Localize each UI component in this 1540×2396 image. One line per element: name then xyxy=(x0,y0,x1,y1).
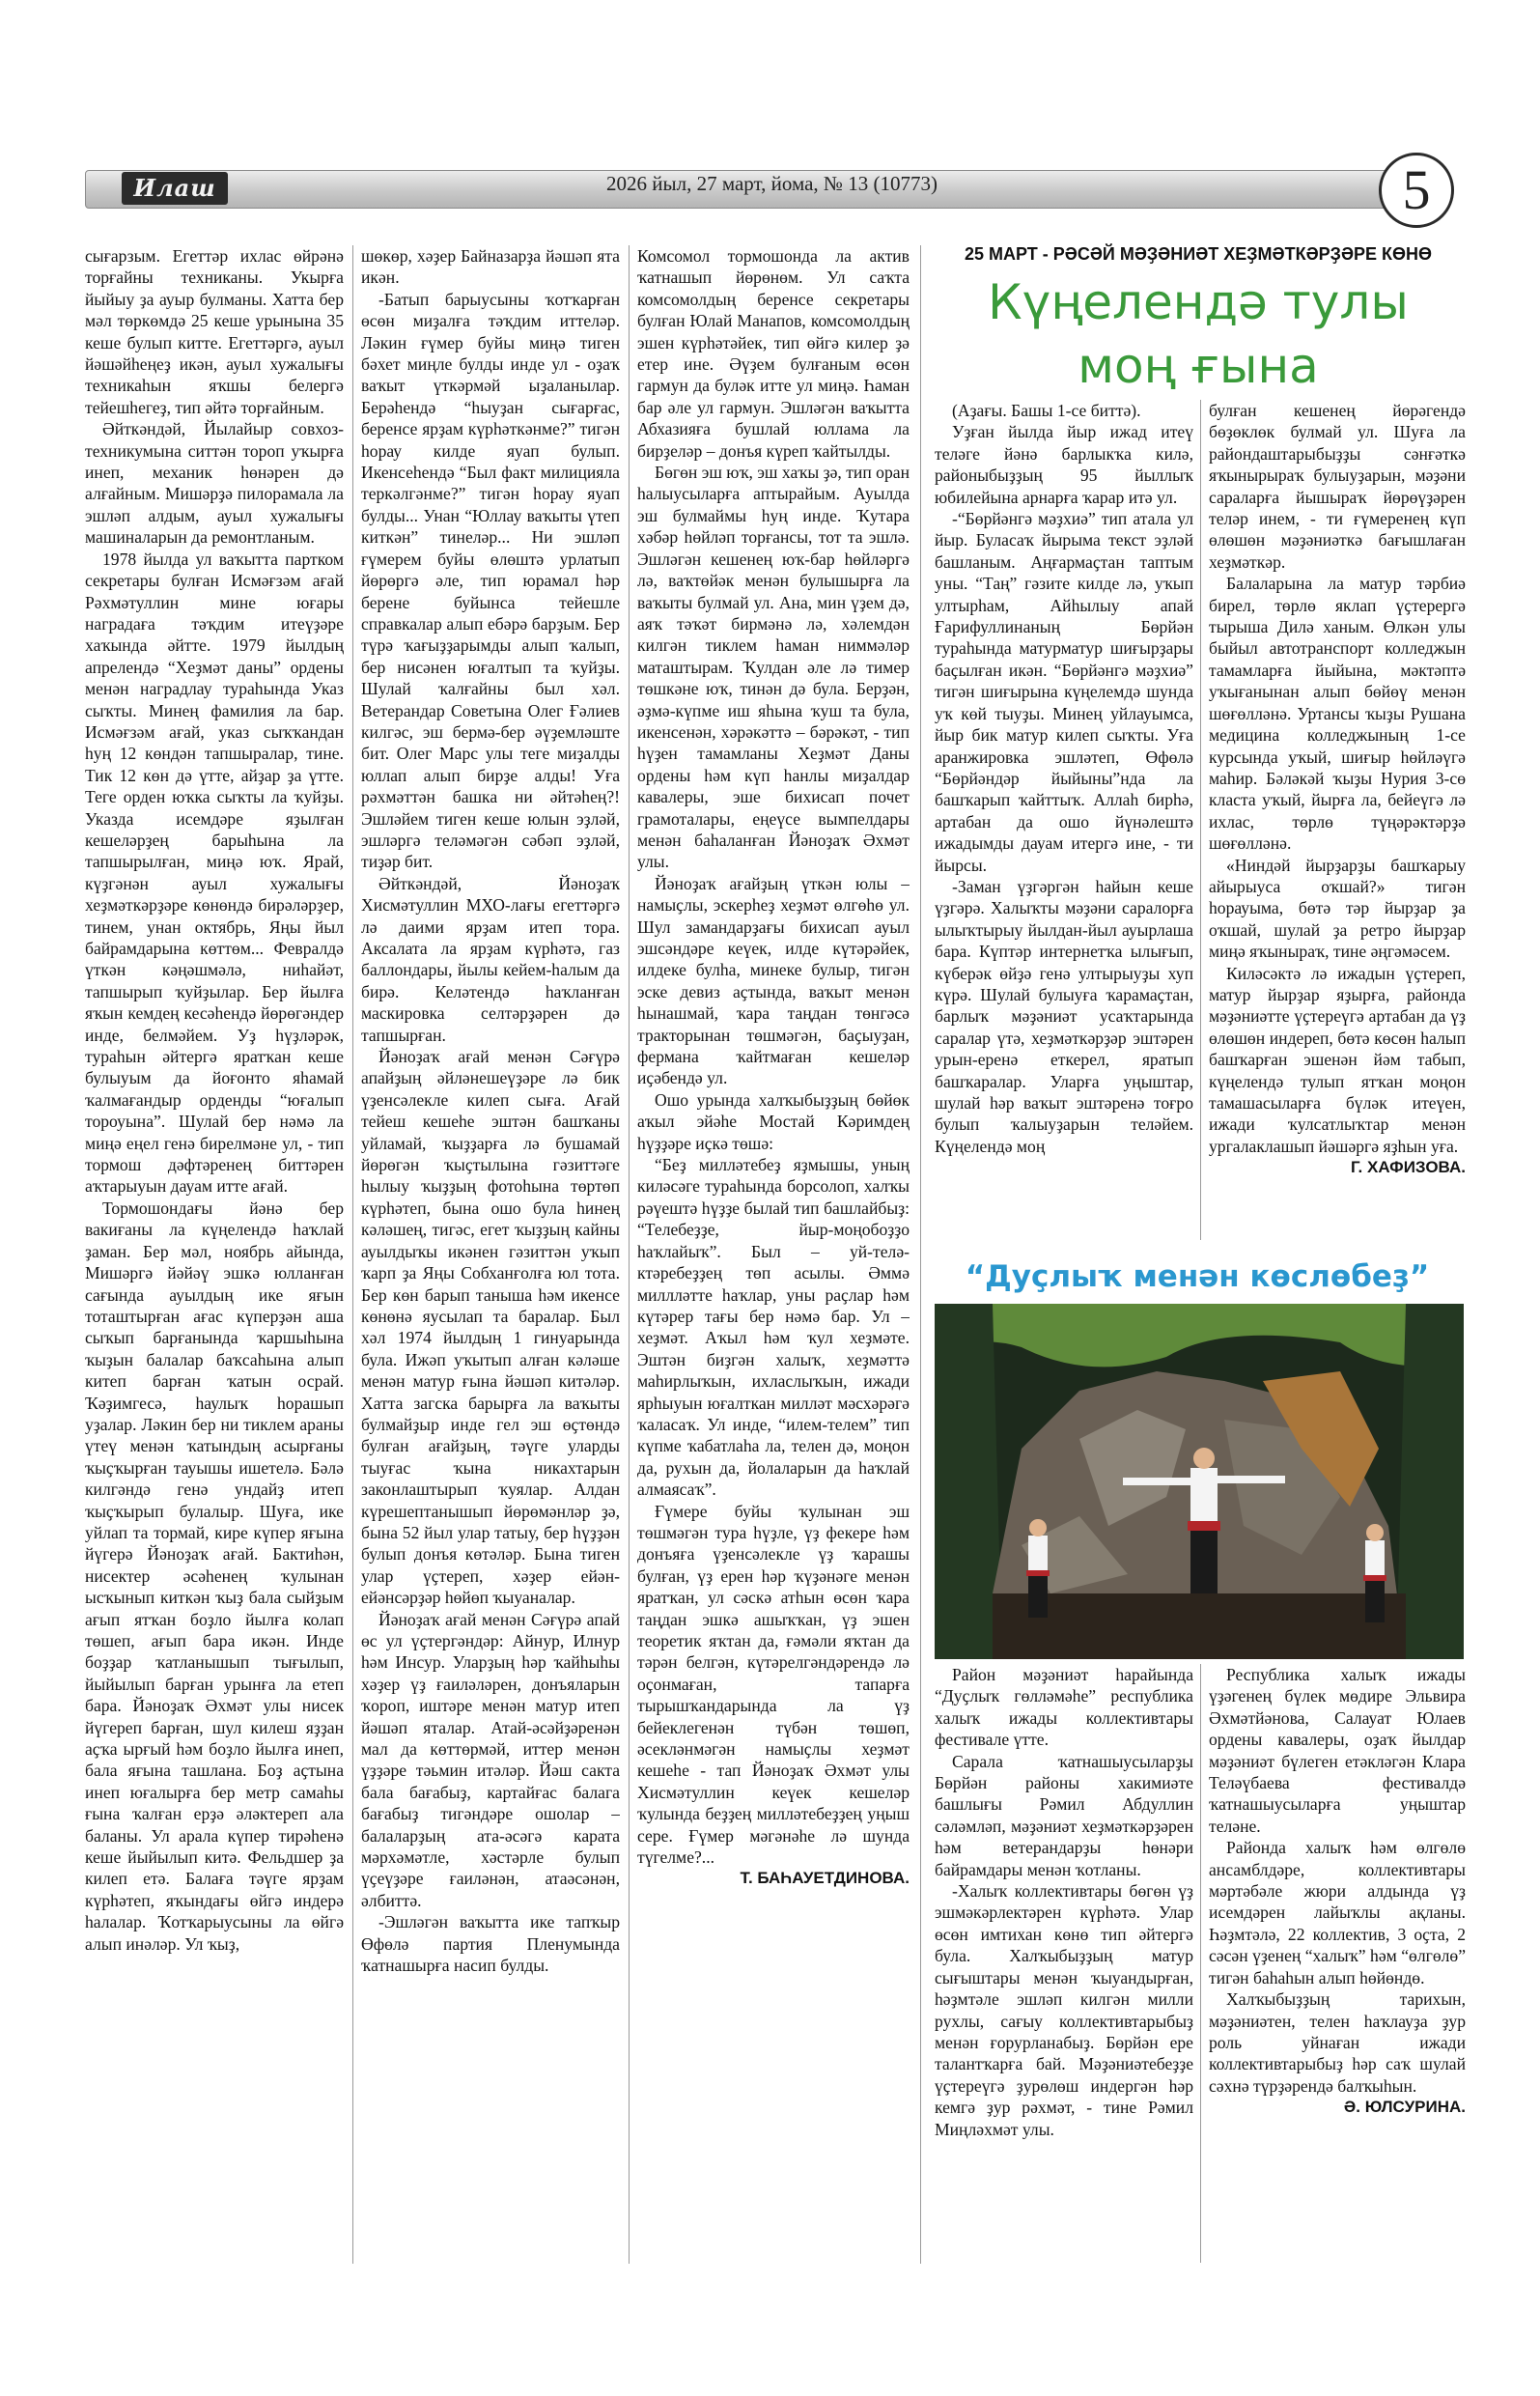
paragraph: Ошо урында халҡыбыҙҙың бөйөк аҡыл эйәһе Мостай Кәримдең һүҙҙәре иҫкә төшә: xyxy=(637,1089,910,1153)
paragraph: Республика халыҡ ижады үҙәгенең бүлек мөдире Эльвира Әхмәтйәнова, Салауат Юлаев ордены кавалеры, оҙаҡ йылдар мәҙәниәт бүлеген етәкләгән Клара Теләүбаева фестивалдә ҡатнашыусыларға уңыштар теләне. xyxy=(1209,1665,1466,1836)
paragraph: -Батып барыусыны ҡотҡарған өсөн миҙалға тәҡдим иттеләр. Ләкин ғүмер буйы миңә тиген бәхет миңле булды инде ул - оҙаҡ ваҡыт үткәрмәй ыҙаланылар. Берәһендә “һыуҙан сығарғас, беренсе ярҙам күрһәткәнме?” тигән һорау килде яуап булып. Икенсеһендә “Был факт милицияла теркәлгәнме?” тигән һорау яуап булды... Унан “Юллау ваҡыты үтеп киткән” тинеләр... Ни эшләп ғүмерем буйы өлөштә урлатып йөрөргә әле, тип юрамал һәр берене буйынса тейешле справкалар алып ебәрә барҙым. Бер түрә ҡағыҙҙарымды алып ҡалып, бер нисәнен юғалтып та ҡуйҙы. Шулай ҡалғайны был хәл. Ветерандар Советына Олег Ғәлиев килгәс, эш бермә-бер әүҙемләште бит. Олег Марс улы теге миҙалды юллап алып бирҙе алды! Уға рәхмәттән башка ни әйтәһең?! Эшләйем тиген кеше юлын эҙләй, эшләргә теләмәгән сәбәп эҙләй, тиҙәр бит. xyxy=(361,289,620,872)
article1-column-2 xyxy=(361,245,620,2269)
paragraph: Йәноҙаҡ ағай менән Сәғүрә апай өс ул үҫтергәндәр: Айнур, Илнур һәм Инсур. Уларҙың һәр ҡайһыһы хәҙер үҙ ғаиләләрен, донъяларын ҡороп, иштәре менән матур итеп йәшәп яталар. Атай-әсәйҙәренән мал да көттөрмәй, иттер менән үҙҙәре тәьмин итәләр. Йәш сакта бала бағабыҙ, картайғас балага бағабыҙ тигәндәре ошолар – балаларҙың ата-әсәгә карата мәрхәмәтле, хәстәрле булып үҫеүҙәре ғаиләнән, атаәсәнән, әлбиттә. xyxy=(361,1609,620,1910)
paragraph: (Аҙағы. Башы 1-се биттә). xyxy=(952,401,1141,420)
paragraph: -Эшләгән ваҡытта ике тапҡыр Өфөлә партия Пленумында ҡатнашырға насип булды. xyxy=(361,1912,620,1976)
paragraph: -“Бөрйәнгә мәҙхиә” тип атала ул йыр. Буласаҡ йырыма текст эҙләй башланым. Аңғармаҫтан таптым уны. “Таң” гәзите килде лә, уҡып ултырһам, Айһылыу апай Ғарифуллинаның Бөрйән тураһында матурматур шиғырҙары баҫылған икән. “Бөрйәнгә мәҙхиә” тигән шиғырына күңелемдә шунда уҡ көй тыуҙы. Минең уйлауымса, йыр бик матур килеп сыҡты. Уға аранжировка эшләтеп, Өфөлә “Бөрйәндәр йыйыны”нда ла башҡарып ҡайттыҡ. Аллаһ бирһә, артабан да ошо йүнәлештә ижадымды дауам итергә ине, - ти йырсы. xyxy=(935,509,1193,875)
paragraph: 1978 йылда ул ваҡытта партком секретары булған Исмәғзәм ағай Рәхмәтуллин мине юғары наградаға тәҡдим итеүҙәре хаҡында әйтте. 1979 йылдың апрелендә “Хеҙмәт даны” ордены менән наградлау тураһында Указ сыҡты. Минең фамилия ла бар. Исмәғзәм ағай, указ сыҡҡандан һуң 12 көндән тапшыралар, тине. Тик 12 көн дә үтте, айҙар ҙа үтте. Теге орден юҡка сыҡты ла ҡуйҙы. Указда исемдәре яҙылған кешеләрҙең барыһына ла тапшырылған, миңә юҡ. Ярай, күҙгәнән ауыл хужалығы хеҙмәткәрҙәре көнөндә бирәләрҙер, тинем, унан октябрь, Яңы йыл байрамдарына көттөм... Февралдә үткән кәңәшмәлә, ниһайәт, тапшырып ҡуйҙылар. Бер йылға яҡын кемдең кесәһендә йөрөгәндер инде, белмәйем. Уҙ һүҙләрәк, тураһын әйтергә яратҡан кеше булыуым да йоғонто яһамай ҡалмағандыр орденды “юғалып тороуына”. Шулай бер нәмә ла миңә еңел генә бирелмәне ул, - тип тормош дәфтәренең биттәрен аҡтарыуын дауам итте ағай. xyxy=(85,549,344,1197)
paragraph: “Беҙ милләтебеҙ яҙмышы, уның киләсәге тураһында борсолоп, халҡы рәүештә һүҙҙе былай тип башлайбыҙ: “Телебеҙҙе, йыр-моңобоҙҙо һаҡлайыҡ”. Был – уй-теләктәребеҙҙең төп асылы. Әммә миллләтте һаҡлар, уны раҫлар һәм күтәрер тағы бер нәмә бар. Ул – хеҙмәт. Аҡыл һәм ҡул хеҙмәте. Эштән биҙгән халыҡ, хеҙмәттә маһирлыҡын, ихласлыҡын, ижади ярһыуын юғалткан милләт мәсхәрәгә ҡаласаҡ. Ул инде, “илем-телем” тип күпме ҡабатлаһа ла, телен дә, моңон да, рухын да, йолаларын да һаҡлай алмаясаҡ”. xyxy=(637,1155,910,1500)
article1-column-1 xyxy=(85,245,344,2269)
paragraph: Йәноҙаҡ ағай менән Сәғүрә апайҙың әйләнешеүҙәре лә бик үҙенсәлекле килеп сыға. Ағай тейеш кешеһе эштән башҡаны уйламай, ҡыҙҙарға лә бушамай йөрөгән ҡыҫтылына гәзиттәге һылыу ҡыҙҙың фотоһына төртөп күрһәтеп, бына ошо була һинең кәләшең, тигәс, егет ҡыҙҙың кайны ауылдыҡы икәнен гәзиттән уҡып ҡарп ҙа Яңы Собханғолға юл тота. Бер көн барып таныша һәм икенсе көнөнә яусылап та баралар. Был хәл 1974 йылдың 1 гинуарында була. Ижәп уҡытып алған кәләше менән матур ғына йәшәп китәләр. Хатта загска барырға ла ваҡыты булмайҙыр инде гел эш өҫтөндә булған ағайҙың, тәүге уларды тыуғас ҡына никахтарын законлаштырып ҡуялар. Алдан күрешептанышып йөрөмәнләр ҙә, бына 52 йыл улар татыу, бер һүҙҙән булып донъя көтәләр. Бына тиген улар үҫтереп, хәҙер ейән-ейәнсәрҙәр һөйөп ҡыуаналар. xyxy=(361,1047,620,1608)
column-divider xyxy=(352,245,353,2264)
article2-title: Күңелендә тулы моң ғына xyxy=(988,274,1409,394)
page-number: 5 xyxy=(1379,153,1454,228)
article1-column-3 xyxy=(637,245,910,2269)
page-header xyxy=(85,158,1466,221)
stage-photo xyxy=(935,1304,1464,1659)
stage-photo-illustration xyxy=(935,1304,1464,1659)
article2-column-2 xyxy=(1209,400,1466,1250)
article3-signature: Ә. ЮЛСУРИНА. xyxy=(1343,2098,1466,2117)
article2-rubric: 25 МАРТ - РӘСӘЙ МӘҘӘНИӘТ ХЕҘМӘТКӘРҘӘРЕ КӨНӨ xyxy=(964,244,1433,264)
paragraph: Әйткәндәй, Йәноҙаҡ Хисмәтуллин МХО-лағы егеттәргә лә даими ярҙам итеп тора. Аксалата ла ярҙам күрһәтә, газ баллондары, йылы кейем-һалым да бирә. Келәтендә һаҡланған маскировка селтәрҙәрен дә тапшырған. xyxy=(361,873,620,1045)
article2-signature: Г. ХАФИЗОВА. xyxy=(1351,1158,1466,1177)
paragraph: Халҡыбыҙҙың тарихын, мәҙәниәтен, телен һаҡлауҙа ҙур роль уйнаған ижади коллективтарыбыҙ һәр саҡ шулай сәхнә түрҙәрендә балҡыһын. xyxy=(1209,1989,1466,2096)
paragraph: шөкөр, хәҙер Байназарҙа йәшәп ята икән. xyxy=(361,246,620,288)
photo-caption: Район мәҙәниәт һарайында “Дуҫлыҡ гөлләмәһе” республика халыҡ ижады коллективтары фестивале үтте. xyxy=(935,1665,1193,1750)
paragraph: Бөгөн эш юҡ, эш хаҡы ҙә, тип оран һалыусыларға аптырайым. Ауылда эш булмаймы һуң инде. Ҡутара хәбәр һөйләп торғансы, тот та эшлә. Эшләгән кешенең юҡ-бар һөйләргә лә, ваҡтөйәк менән булышырға ла ваҡыты булмай ул. Ана, мин үҙем дә, аяҡ тәҡәт бирмәнә лә, хәлемдән килгән тиклем һаман ниммәләр маташтырам. Ҡулдан әле лә тимер төшкәне юҡ, тинән дә була. Берҙән, әҙмә-күпме иш яһына ҡуш та була, икенсенән, хәрәкәттә – бәрәкәт, - тип һүҙен тамамланы Хеҙмәт Даны ордены һәм күп һанлы миҙалдар кавалеры, эше бихисап почет грамоталары, еңеүсе вымпелдары менән баһаланған Йәноҙаҡ Әхмәт улы. xyxy=(637,463,910,872)
column-divider xyxy=(920,245,921,2264)
column-divider xyxy=(1200,1664,1201,2263)
paragraph: Уҙған йылда йыр ижад итеү теләге йәнә барлыкҡа килә, районыбыҙҙың 95 йыллыҡ юбилейына арнарға ҡарар итә ул. xyxy=(935,422,1193,507)
paragraph: -Халыҡ коллективтары бөгөн үҙ эшмәкәрлектәрен күрһәтә. Улар өсөн имтихан көнө тип әйтергә була. Халҡыбыҙҙың матур сығыштары менән ҡыуандырған, һәҙмтәле эшләп килгән милли рухлы, сағыу коллективтарыбыҙ менән ғорурланабыҙ. Бөрйән ере талантҡарға бай. Мәҙәниәтебеҙҙе үҫтереүгә ҙурөлөш индергән һәр кемгә ҙур рәхмәт, - тине Рәмил Миңләхмәт улы. xyxy=(935,1881,1193,2139)
paragraph: Балаларына ла матур тәрбиә бирел, төрлө яклап үҫтерергә тырыша Дилә ханым. Өлкән улы быйыл автотранспорт колледжын тамамларға йыйына, мәктәптә уҡығанынан алып бөйөү менән шөғөлләнә. Уртансы ҡыҙы Рушана медицина колледжының 1-се курсында уҡый, шиғыр һөйләүгә маһир. Бәләкәй ҡыҙы Нурия 3-сө класта уҡый, йырға ла, бейеүгә лә ихлас, төрлө түңәрәктәрҙә шөғөлләнә. xyxy=(1209,574,1466,854)
newspaper-logo: Илаш xyxy=(122,172,228,205)
article2-column-1 xyxy=(935,400,1193,1250)
paragraph: Әйткәндәй, Йылайыр совхоз-техникумына ситтән тороп уҡырға инеп, механик һөнәрен дә алғайным. Мишәрҙә пилорамала ла эшләп алдым, ауыл хужалығы машиналарын да ремонтланым. xyxy=(85,419,344,548)
column-divider xyxy=(629,245,630,2264)
article3-column-2 xyxy=(1209,1664,1466,2270)
paragraph: Йәноҙаҡ ағайҙың үткән юлы – намыҫлы, эскерһеҙ хеҙмәт өлгөһө ул. Шул замандарҙағы бихисап ауыл эшсәндәре кеүек, илде күтәрәйек, илдеке булһа, минеке булыр, тигән эске девиз аҫтында, ваҡыт менән һынашмай, ҡара таңдан төнгәсә тракторынан төшмәгән, баҫыуҙан, фермана ҡайтмаған кешеләр иҫәбендә ул. xyxy=(637,873,910,1088)
paragraph: Тормошондағы йәнә бер вакиғаны ла күңелендә һаҡлай ҙаман. Бер мәл, ноябрь айында, Мишәргә йәйәү эшкә юлланған сағында ауылдың ике яғын тоташтырған ағас күперҙән аша сыҡып барғанында ҡаршыһына ҡыҙын балалар баҡсаһына алып китеп барған ҡатын осрай. Ҡәҙимгесә, һаулыҡ һорашып уҙалар. Ләкин бер ни тиклем араны үтеү менән ҡатындың асырғаны ҡыҫҡырған тауышы ишетелә. Бәлә килгәндә генә ундайҙ итеп ҡыҫҡырып булалыр. Шуға, ике уйлап та тормай, кире күпер яғына йүгерә Йәноҙаҡ ағай. Бактиһән, нисектер әсәһенең ҡулынан ысҡынып киткән ҡыҙ бала сыйҙым ағып ятҡан боҙло йылға колап төшеп, ағып бара икән. Инде боҙҙар ҡатланышып тығылып, йыйылып барған урынға ла етеп бара. Йәноҙаҡ Әхмәт улы нисек йүгереп барған, шул килеш яҙҙан аҫҡа ырғый һәм боҙло йылға инеп, бала яғына ташлана. Боҙ аҫтына инеп юғалырға бер метр самаһы ғына ҡалған ерҙә әләктереп ала баланы. Ул арала күпер тирәһенә кеше йыйылып китә. Фельдшер ҙа килеп етә. Балаға тәүге ярҙам күрһәтеп, яҡындағы өйгә индерә һалалар. Ҡотҡарыусыны ла өйгә алып инәләр. Ул ҡыҙ, xyxy=(85,1198,344,1954)
article3-title: “Дуҫлыҡ менән көслөбеҙ” xyxy=(965,1259,1430,1294)
issue-info: 2026 йыл, 27 март, йома, № 13 (10773) xyxy=(606,172,938,195)
paragraph: сығарзым. Егеттәр ихлас өйрәнә торғайны техниканы. Укырға йыйыу ҙа ауыр булманы. Хатта бер мәл төркөмдә 25 кеше урынына 35 кеше булып китте. Егеттәргә, ауыл йәшәйһеңеҙ икән, ауыл хужалығы техникаһын яҡшы белергә тейешһегеҙ, тип әйтә торғайным. xyxy=(85,246,344,417)
paragraph: Ғүмере буйы ҡулынан эш төшмәгән тура һүҙле, үҙ фекере һәм донъяға үҙенсәлекле үҙ ҡарашы булған, үҙ ерен һәр ҡүҙәнәге менән яратҡан, ул сәскә атһын өсөн ҡара таңдан эшкә ашыҡҡан, үҙ эшен теоретик яҡтан да, ғәмәли яҡтан да тәрән белгән, күтәрелгәндәрендә лә оҫонмаған, тапарға тырышҡандарында ла үҙ бейеклегенән түбән төшөп, әсекләнмәгән намыҫлы хеҙмәт кешеһе - тап Йәноҙаҡ Әхмәт улы Хисмәтуллин кеүек кешеләр ҡулында беҙҙең милләтебеҙҙең уңыш сере. Ғүмер мәгәнәһе лә шунда түгелме?... xyxy=(637,1501,910,1868)
paragraph: «Ниндәй йырҙарҙы башҡарыу айырыуса оҡшай?» тигән һорауыма, бөтә тәр йырҙар ҙа оҡшай, шулай ҙа ретро йырҙар миңә яҡыныраҡ, тине әңгәмәсем. xyxy=(1209,855,1466,962)
paragraph: -Заман үҙгәргән һайын кеше үҙгәрә. Халыҡты мәҙәни саралорға ылыҡтырыу йылдан-йыл ауырлаша бара. Күптәр интернетҡа ылығып, күберәк өйҙә генә ултырыуҙы хуп күрә. Шулай булыуға ҡарамаҫтан, барлыҡ мәҙәниәт усаҡтарында саралар үтә, хеҙмәткәрҙәр эштәрен урын-еренә еткерел, яратып башҡаралар. Уларға уңыштар, шулай һәр ваҡыт эштәренә тоғро булып ҡалыуҙарын теләйем. Күңелендә моң xyxy=(935,876,1193,1156)
paragraph: булған кешенең йөрәгендә бөҙөклөк булмай ул. Шуға ла райондаштарыбыҙҙы сәнғәткә яҡынырыраҡ булыуҙарын, мәҙәни сараларға йышыраҡ йөрөүҙәрен теләр инем, - ти ғүмеренең күп өлөшөн мәҙәниәткә бағышлаған хеҙмәткәр. xyxy=(1209,401,1466,572)
paragraph: Комсомол тормошонда ла актив ҡатнашып йөрөнөм. Ул саҡта комсомолдың беренсе секретары булған Юлай Манапов, комсомолдың эшен күрһәтәйек, тип өйгә килер ҙә етер ине. Әүҙем булғаным өсөн гармун да буләк итте ул миңә. Һаман бар әле ул гармун. Эшләгән ваҡытта Абхазияға бушлай юллама ла бирҙеләр – донъя күреп ҡайтылды. xyxy=(637,246,910,461)
paragraph: Сарала ҡатнашыусыларҙы Бөрйән районы хакимиәте башлығы Рәмил Абдуллин сәләмләп, мәҙәниәт хеҙмәткәрҙәрен һәм ветерандарҙы һөнәри байрамдары менән ҡотланы. xyxy=(935,1751,1193,1879)
article3-caption-column xyxy=(935,1664,1193,2140)
paragraph: Киләсәктә лә ижадын үҫтереп, матур йырҙар яҙырға, районда мәҙәниәтте үҫтереүгә артабан да үҙ өлөшөн индереп, бөтә көсөн һалып башҡарған эшенән йәм табып, күңелендә тулып ятҡан моңон тамашасыларға бүләк итеүен, ижади ҡулсатлыҡтар менән ургалаклашып йәшәргә яҙһын уға. xyxy=(1209,963,1466,1156)
paragraph: Районда халыҡ һәм өлгөлө ансамблдәре, коллективтары мәртәбәле жюри алдында үҙ исемдәрен лайыҡлы ақланы. Һәҙмтәлә, 22 коллектив, 3 оҫта, 2 сәсән үҙенең “халыҡ” һәм “өлгөлө” тигән баһаһын алып һөйөндө. xyxy=(1209,1838,1466,1987)
article1-signature: Т. БАҺАУЕТДИНОВА. xyxy=(740,1869,910,1888)
column-divider xyxy=(1200,400,1201,1240)
